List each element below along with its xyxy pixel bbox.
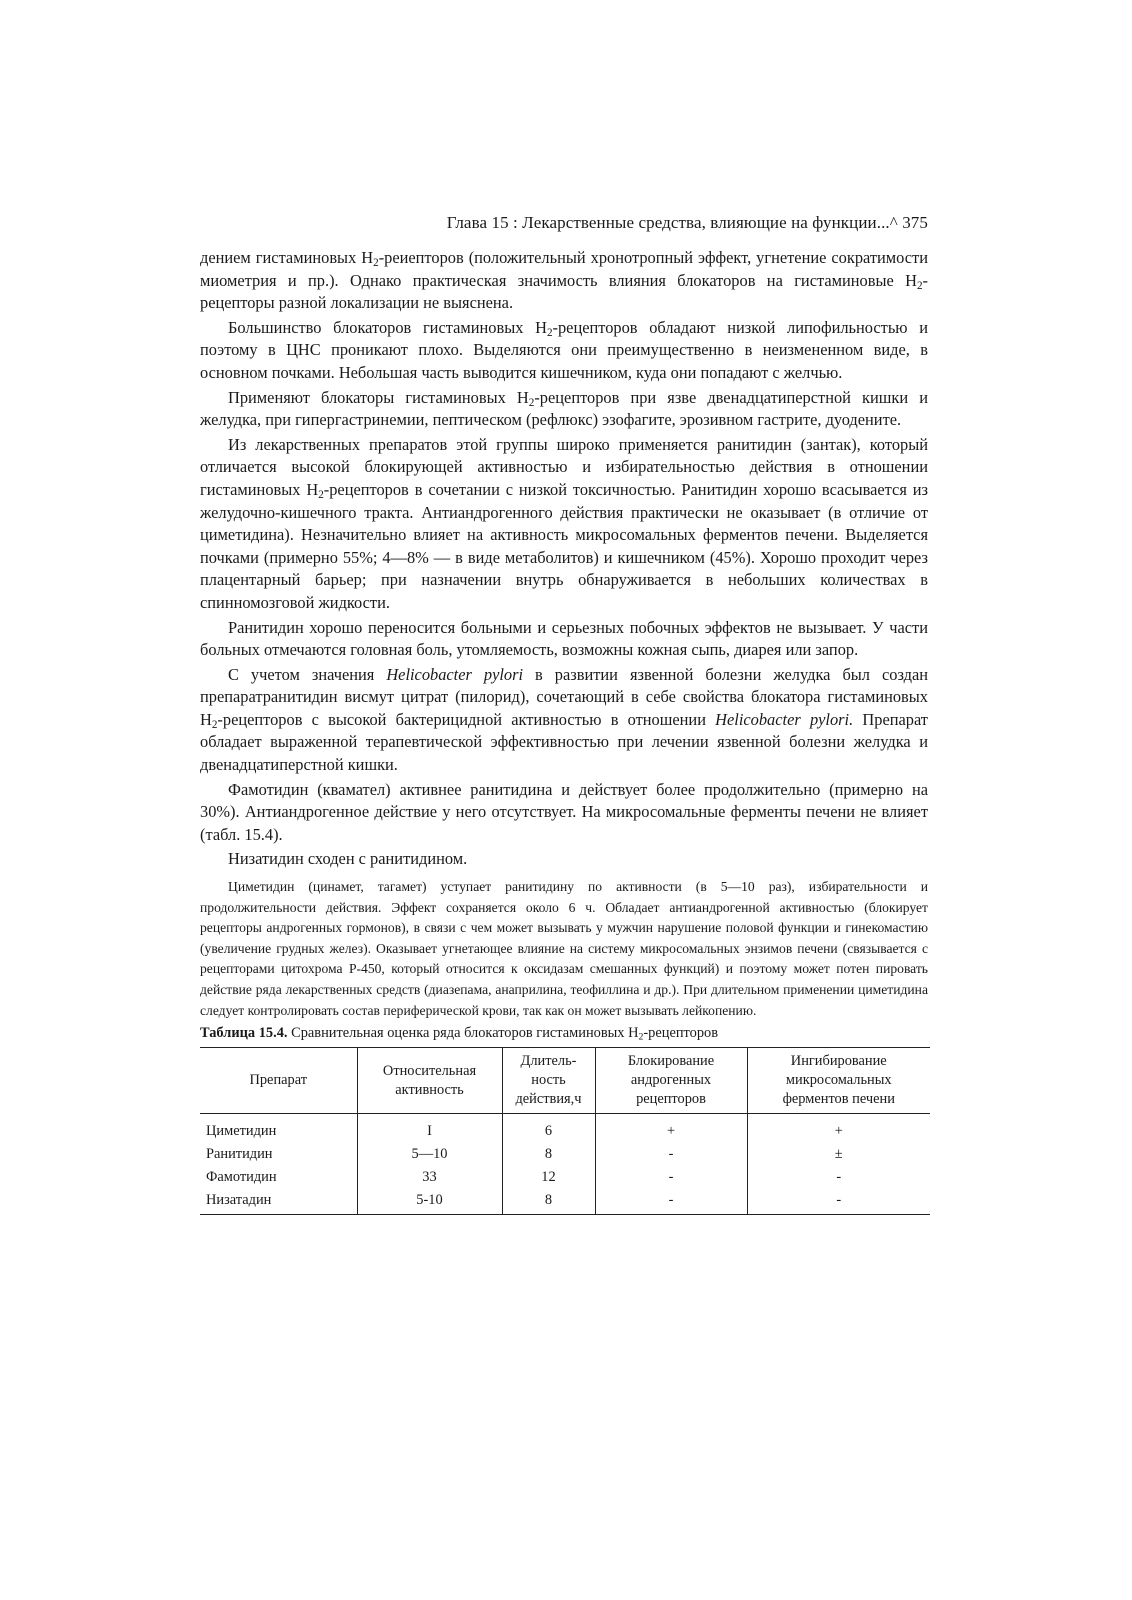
column-header: Длитель- ность действия,ч — [502, 1048, 595, 1114]
paragraph-3: Применяют блокаторы гистаминовых $Н_2$-рецепторов при язве двенадцатиперстной кишки и желудка, при гипергастринемии, пептическом (рефлюкс) эзофагите, эрозивном гастрите, дуодените. — [200, 387, 928, 430]
table-row — [200, 1143, 930, 1166]
table-cell: - — [747, 1189, 930, 1215]
table-cell: Низатадин — [200, 1189, 357, 1215]
table-row — [200, 1114, 930, 1144]
table-cell: Циметидин — [206, 1123, 277, 1140]
table-row — [200, 1166, 930, 1189]
paragraph-1: дением гистаминовых $Н_2$-реиепторов (положительный хронотропный эффект, угнетение сократимости миометрия и пр.). Однако практическая значимость влияния блокаторов на гистаминовые $Н_2$-рецепторы разной локализации не выяснена. — [200, 248, 928, 313]
column-header: Препарат — [200, 1048, 357, 1114]
table-cell: 12 — [502, 1166, 595, 1189]
column-header: Относительная активность — [357, 1048, 502, 1114]
comparison-table — [200, 1047, 930, 1215]
table-cell: + — [595, 1114, 747, 1144]
table-cell: - — [595, 1143, 747, 1166]
paragraph-4: Из лекарственных препаратов этой группы широко применяется ранитидин (зантак), который отличается высокой блокирующей активностью и избирательностью действия в отношении гистаминовых $Н_2$-рецепторов в сочетании с низкой токсичностью. Ранитидин хорошо всасывается из желудочно-кишечного тракта. Антиандрогенного действия практически не оказывает (в отличие от циметидина). Незначительно влияет на активность микросомальных ферментов печени. Выделяется почками (примерно 55%; 4—8% — в виде метаболитов) и кишечником (45%). Хорошо проходит через плацентарный барьер; при назначении внутрь обнаруживается в небольших количествах в спинномозговой жидкости. — [200, 434, 928, 612]
table-cell: Фамотидин — [206, 1169, 277, 1186]
table-row — [200, 1189, 930, 1215]
table-cell: 6 — [502, 1114, 595, 1144]
column-header: Ингибирование микросомальных ферментов печени — [747, 1048, 930, 1114]
paragraph-5: Ранитидин хорошо переносится больными и серьезных побочных эффектов не вызывает. У части больных отмечаются головная боль, утомляемость, возможны кожная сыпь, диарея или запор. — [200, 617, 928, 660]
table-cell: 8 — [502, 1189, 595, 1215]
paragraph-8: Низатидин сходен с ранитидином. — [228, 849, 468, 869]
table-cell: 33 — [357, 1166, 502, 1189]
table-cell: - — [747, 1166, 930, 1189]
paragraph-7: Фамотидин (квамател) активнее ранитидина и действует более продолжительно (примерно на 30%). Антиандрогенное действие у него отсутствует. На микросомальные ферменты печени не влияет (табл. 15.4). — [200, 779, 928, 844]
paragraph-2: Большинство блокаторов гистаминовых $Н_2$-рецепторов обладают низкой липофильностью и поэтому в ЦНС проникают плохо. Выделяются они преимущественно в неизмененном виде, в основном почками. Небольшая часть выводится кишечником, куда они попадают с желчью. — [200, 317, 928, 382]
table-cell: 8 — [502, 1143, 595, 1166]
table-caption: Таблица 15.4. Сравнительная оценка ряда блокаторов гистаминовых $Н_2$-рецепторов — [200, 1025, 719, 1043]
table-header-row — [200, 1048, 930, 1114]
table-cell: + — [747, 1114, 930, 1144]
table-cell: 5—10 — [357, 1143, 502, 1166]
small-print-note: Циметидин (цинамет, тагамет) уступает ранитидину по активности (в 5—10 раз), избирательности и продолжительности действия. Эффект сохраняется около 6 ч. Обладает антиандрогенной активностью (блокирует рецепторы андрогенных гормонов), в связи с чем может вызывать у мужчин нарушение половой функции и гинекомастию (увеличение грудных желез). Оказывает угнетающее влияние на систему микросомальных энзимов печени (связывается с рецепторами цитохрома Р-450, который относится к оксидазам смешанных функций) и поэтому может потен пировать действие ряда лекарственных средств (диазепама, анаприлина, теофиллина и др.). При длительном применении циметидина следует контролировать состав периферической крови, так как он может вызывать лейкопению. — [200, 879, 928, 1018]
paragraph-6: С учетом значения Helicobacter pylori в развитии язвенной болезни желудка был создан препаратранитидин висмут цитрат (пилорид), сочетающий в себе свойства блокатора гистаминовых $Н_2$-рецепторов с высокой бактерицидной активностью в отношении Helicobacter pylori. Препарат обладает выраженной терапевтической эффективностью при лечении язвенной болезни желудка и двенадцатиперстной кишки. — [200, 664, 929, 775]
table-cell: Ранитидин — [206, 1146, 273, 1163]
column-header: Блокирование андрогенных рецепторов — [595, 1048, 747, 1114]
body-text — [200, 247, 928, 1215]
table-cell: - — [595, 1189, 747, 1215]
table-cell: ± — [747, 1143, 930, 1166]
running-header: Глава 15 : Лекарственные средства, влияющие на функции...^ 375 — [446, 213, 928, 232]
table-cell: 5-10 — [357, 1189, 502, 1215]
table-cell: I — [357, 1114, 502, 1144]
table-cell: - — [595, 1166, 747, 1189]
